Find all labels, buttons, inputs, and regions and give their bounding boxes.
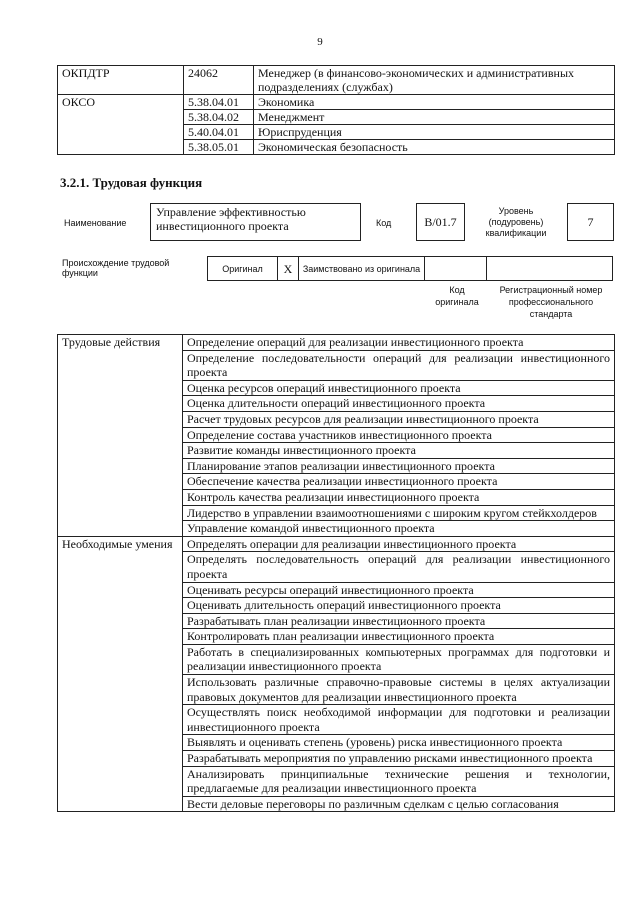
- table-row: [58, 66, 615, 95]
- labor-action-group-label: Трудовые действия: [58, 335, 183, 537]
- code-label: ОКПДТР: [58, 66, 184, 95]
- labor-action-item: Обеспечение качества реализации инвестиционного проекта: [183, 474, 615, 490]
- page-number: 9: [317, 36, 323, 48]
- labor-action-item: Расчет трудовых ресурсов для реализации инвестиционного проекта: [183, 411, 615, 427]
- labor-action-item: Оценка ресурсов операций инвестиционного проекта: [183, 380, 615, 396]
- labor-action-item: Определение операций для реализации инвестиционного проекта: [183, 335, 615, 351]
- labor-action-item: Определение последовательности операций для реализации инвестиционного проекта: [183, 350, 615, 380]
- borrowed-cell: Заимствовано из оригинала: [298, 256, 425, 281]
- skill-group-label: Необходимые умения: [58, 536, 183, 812]
- skill-item: Разрабатывать план реализации инвестиционного проекта: [183, 613, 615, 629]
- skill-item: Вести деловые переговоры по различным сделкам с целью согласования: [183, 796, 615, 812]
- table-row: [58, 536, 615, 552]
- labor-action-item: Развитие команды инвестиционного проекта: [183, 443, 615, 459]
- labor-action-item: Планирование этапов реализации инвестиционного проекта: [183, 458, 615, 474]
- original-cell: Оригинал: [207, 256, 278, 281]
- code-name: Менеджмент: [254, 110, 615, 125]
- code-value: 5.38.05.01: [184, 140, 254, 155]
- skill-item: Определять последовательность операций для реализации инвестиционного проекта: [183, 552, 615, 582]
- labor-action-item: Контроль качества реализации инвестиционного проекта: [183, 489, 615, 505]
- skill-item: Определять операции для реализации инвестиционного проекта: [183, 536, 615, 552]
- labor-action-item: Управление командой инвестиционного проекта: [183, 521, 615, 537]
- name-label: Наименование: [64, 218, 127, 228]
- skill-item: Контролировать план реализации инвестиционного проекта: [183, 629, 615, 645]
- code-label: Код: [376, 218, 392, 228]
- skill-item: Осуществлять поиск необходимой информации для подготовки и реализации инвестиционного проекта: [183, 705, 615, 735]
- origin-label: Происхождение трудовой функции: [62, 258, 170, 278]
- skill-item: Оценивать длительность операций инвестиционного проекта: [183, 598, 615, 614]
- code-name: Юриспруденция: [254, 125, 615, 140]
- labor-action-item: Оценка длительности операций инвестиционного проекта: [183, 396, 615, 412]
- code-name: Экономика: [254, 95, 615, 110]
- function-name-value: Управление эффективностью инвестиционного проекта: [150, 203, 361, 241]
- table-row: [58, 95, 615, 110]
- code-label: ОКСО: [58, 95, 184, 155]
- labor-action-item: Лидерство в управлении взаимоотношениями с широким кругом стейкхолдеров: [183, 505, 615, 521]
- section-title: 3.2.1. Трудовая функция: [60, 175, 203, 190]
- level-value: 7: [567, 203, 614, 241]
- code-value: 5.40.04.01: [184, 125, 254, 140]
- skill-item: Работать в специализированных компьютерных программах для подготовки и реализации инвестиционного проекта: [183, 644, 615, 674]
- skill-item: Использовать различные справочно-правовые системы в целях актуализации правовых документов для реализации инвестиционного проекта: [183, 675, 615, 705]
- code-caption: Код оригинала: [435, 285, 479, 307]
- classification-codes-table: [57, 65, 615, 155]
- skill-item: Разрабатывать мероприятия по управлению рисками инвестиционного проекта: [183, 751, 615, 767]
- labor-function-table: [57, 334, 615, 812]
- code-value: 5.38.04.02: [184, 110, 254, 125]
- table-row: [58, 335, 615, 351]
- skill-item: Выявлять и оценивать степень (уровень) риска инвестиционного проекта: [183, 735, 615, 751]
- original-mark: X: [277, 256, 299, 281]
- function-code-value: B/01.7: [416, 203, 465, 241]
- code-name: Экономическая безопасность: [254, 140, 615, 155]
- code-value: 24062: [184, 66, 254, 95]
- skill-item: Анализировать принципиальные технические решения и технологии, предлагаемые для реализации инвестиционного проекта: [183, 766, 615, 796]
- level-label: Уровень (подуровень) квалификации: [485, 206, 547, 238]
- code-value: 5.38.04.01: [184, 95, 254, 110]
- original-code-cell: [424, 256, 487, 281]
- labor-action-item: Определение состава участников инвестиционного проекта: [183, 427, 615, 443]
- origin-row: [207, 256, 613, 281]
- code-name: Менеджер (в финансово-экономических и административных подразделениях (службах): [254, 66, 615, 95]
- reg-number-cell: [486, 256, 613, 281]
- skill-item: Оценивать ресурсы операций инвестиционного проекта: [183, 582, 615, 598]
- reg-caption: Регистрационный номер профессионального стандарта: [499, 285, 603, 319]
